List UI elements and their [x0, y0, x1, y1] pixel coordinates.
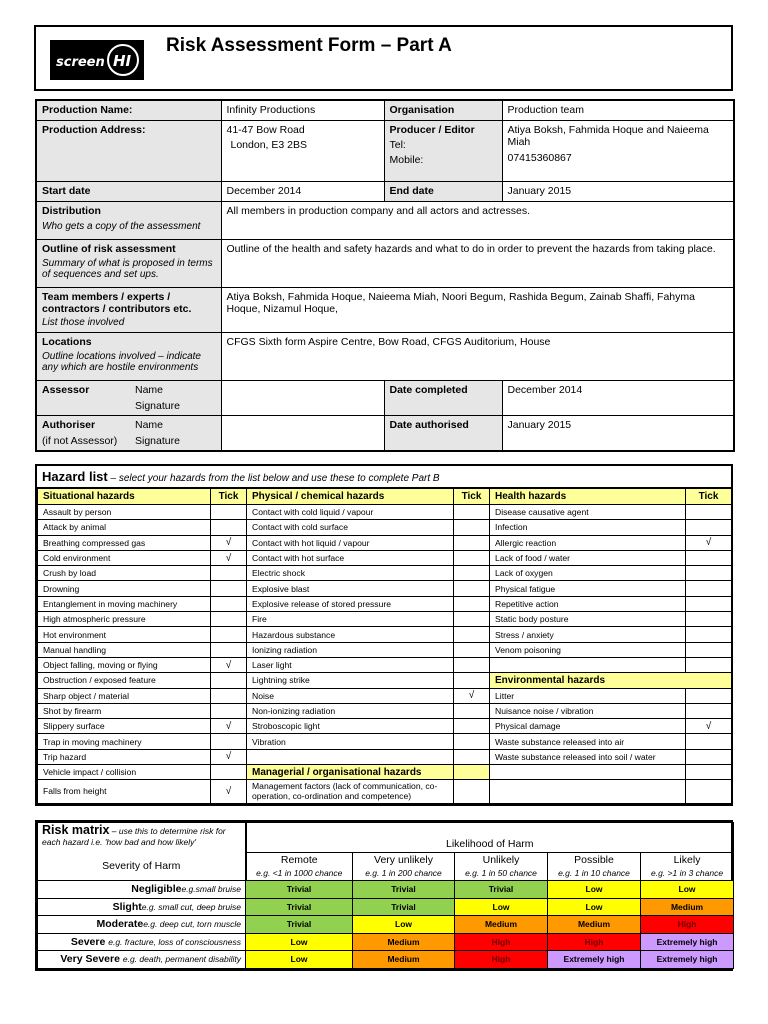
environmental-tick-cell[interactable] — [686, 780, 732, 804]
risk-level-cell: Trivial — [353, 898, 455, 916]
situational-hazard-item: Assault by person — [38, 505, 211, 520]
assessor-label: Assessor — [42, 383, 90, 396]
situational-tick-cell[interactable] — [211, 765, 247, 780]
situational-hazard-item: Shot by firearm — [38, 703, 211, 718]
hazard-list-section — [35, 464, 733, 806]
outline-value[interactable]: Outline of the health and safety hazards and what to do in order to prevent the hazards from taking place. — [221, 239, 734, 287]
producer-names: Atiya Boksh, Fahmida Hoque and Naieema Miah — [507, 123, 709, 148]
severity-name: Moderate — [96, 918, 144, 931]
physical-hazard-item — [247, 749, 454, 764]
physical-tick-cell[interactable] — [454, 550, 490, 565]
physical-hazard-item: Noise — [247, 688, 454, 703]
mobile-label: Mobile: — [389, 153, 424, 166]
hazard-row — [38, 749, 732, 764]
end-date-label: End date — [384, 181, 502, 201]
production-address-value[interactable] — [221, 120, 384, 181]
situational-hazard-item: Vehicle impact / collision — [38, 765, 211, 780]
situational-tick-cell[interactable]: √ — [211, 535, 247, 550]
hazard-list-instructions: – select your hazards from the list below and use these to complete Part B — [107, 473, 440, 484]
situational-tick-cell[interactable]: √ — [211, 657, 247, 672]
physical-tick-cell[interactable] — [454, 581, 490, 596]
environmental-tick-cell[interactable] — [686, 688, 732, 703]
distribution-value[interactable]: All members in production company and all actors and actresses. — [221, 201, 734, 239]
risk-matrix-section — [35, 820, 733, 971]
risk-level-cell: Medium — [641, 898, 734, 916]
physical-header: Physical / chemical hazards — [247, 489, 454, 505]
environmental-header: Environmental hazards — [490, 673, 732, 688]
authoriser-name-label: Name — [135, 418, 164, 431]
severity-row — [38, 951, 734, 969]
severity-label-cell — [38, 951, 246, 969]
situational-hazard-item: Crush by load — [38, 566, 211, 581]
physical-hazard-item: Contact with hot surface — [247, 550, 454, 565]
situational-tick-cell[interactable]: √ — [211, 550, 247, 565]
distribution-hint: Who gets a copy of the assessment — [42, 220, 201, 232]
situational-tick-header: Tick — [211, 489, 247, 505]
environmental-tick-cell[interactable] — [686, 749, 732, 764]
physical-hazard-item: Stroboscopic light — [247, 719, 454, 734]
date-authorised-label: Date authorised — [384, 415, 502, 451]
likelihood-unlikely — [455, 853, 548, 881]
outline-hint: Summary of what is proposed in terms of sequences and set ups. — [42, 257, 213, 280]
physical-tick-cell[interactable] — [454, 520, 490, 535]
start-date-label: Start date — [36, 181, 221, 201]
environmental-tick-cell[interactable] — [686, 734, 732, 749]
likelihood-name: Likely — [673, 853, 701, 866]
severity-row — [38, 933, 734, 951]
assessor-name-label: Name — [135, 383, 164, 396]
environmental-tick-cell[interactable] — [686, 703, 732, 718]
tel-label: Tel: — [389, 138, 406, 151]
physical-tick-cell[interactable] — [454, 535, 490, 550]
situational-hazard-item: Manual handling — [38, 642, 211, 657]
managerial-tick-header — [454, 765, 490, 780]
risk-level-cell: Low — [353, 916, 455, 934]
situational-hazard-item: Hot environment — [38, 627, 211, 642]
likelihood-example: e.g. 1 in 10 chance — [558, 867, 630, 878]
matrix-title-cell — [38, 823, 246, 881]
hazard-row — [38, 765, 732, 780]
risk-level-cell: Low — [548, 898, 641, 916]
physical-hazard-item: Contact with cold surface — [247, 520, 454, 535]
date-completed-value[interactable]: December 2014 — [502, 380, 734, 415]
health-hazard-item: Repetitive action — [490, 596, 686, 611]
hazard-table — [37, 488, 732, 804]
situational-hazard-item: Trap in moving machinery — [38, 734, 211, 749]
health-tick-cell[interactable] — [686, 550, 732, 565]
environmental-hazard-item: Physical damage — [490, 719, 686, 734]
risk-level-cell: Low — [455, 898, 548, 916]
physical-tick-cell[interactable] — [454, 719, 490, 734]
health-hazard-item: Static body posture — [490, 612, 686, 627]
severity-label-cell — [38, 916, 246, 934]
likelihood-very-unlikely — [353, 853, 455, 881]
environmental-tick-cell[interactable]: √ — [686, 719, 732, 734]
severity-header: Severity of Harm — [102, 860, 181, 872]
production-info-table — [35, 99, 735, 452]
physical-hazard-item: Explosive blast — [247, 581, 454, 596]
health-tick-cell[interactable] — [686, 596, 732, 611]
situational-tick-cell[interactable] — [211, 581, 247, 596]
page-title: Risk Assessment Form – Part A — [166, 35, 452, 56]
start-date-value[interactable]: December 2014 — [221, 181, 384, 201]
likelihood-example: e.g. 1 in 50 chance — [465, 867, 537, 878]
physical-tick-cell[interactable] — [454, 596, 490, 611]
risk-level-cell: High — [455, 951, 548, 969]
health-tick-cell[interactable]: √ — [686, 535, 732, 550]
assessor-value[interactable] — [221, 380, 384, 415]
team-hint: List those involved — [42, 316, 125, 328]
severity-name: Negligible — [131, 883, 182, 896]
outline-label: Outline of risk assessment — [42, 242, 176, 255]
producer-label-cell — [384, 120, 502, 181]
team-value[interactable]: Atiya Boksh, Fahmida Hoque, Naieema Miah, Noori Begum, Rashida Begum, Zainab Shaffi, Fahyma Hoque, Nizamul Hoque, — [221, 287, 734, 332]
managerial-tick-cell[interactable] — [454, 780, 490, 804]
environmental-hazard-item — [490, 780, 686, 804]
situational-tick-cell[interactable]: √ — [211, 749, 247, 764]
assessor-signature-label: Signature — [135, 399, 180, 412]
situational-tick-cell[interactable]: √ — [211, 780, 247, 804]
hazard-row — [38, 581, 732, 596]
authoriser-label-cell — [36, 415, 221, 451]
physical-tick-cell[interactable] — [454, 734, 490, 749]
situational-hazard-item: High atmospheric pressure — [38, 612, 211, 627]
situational-tick-cell[interactable] — [211, 673, 247, 688]
date-completed-label: Date completed — [384, 380, 502, 415]
risk-level-cell: High — [548, 933, 641, 951]
physical-tick-cell[interactable] — [454, 657, 490, 672]
authoriser-value[interactable] — [221, 415, 384, 451]
health-hazard-item — [490, 657, 686, 672]
distribution-label: Distribution — [42, 204, 101, 217]
physical-hazard-item: Electric shock — [247, 566, 454, 581]
health-hazard-item: Allergic reaction — [490, 535, 686, 550]
hazard-row — [38, 657, 732, 672]
locations-hint: Outline locations involved – indicate any which are hostile environments — [42, 350, 201, 373]
physical-tick-cell[interactable]: √ — [454, 688, 490, 703]
health-hazard-item: Physical fatigue — [490, 581, 686, 596]
risk-level-cell: Extremely high — [641, 951, 734, 969]
physical-tick-cell[interactable] — [454, 703, 490, 718]
risk-level-cell: Extremely high — [548, 951, 641, 969]
severity-example: e.g. fracture, loss of consciousness — [108, 936, 241, 947]
severity-example: e.g. death, permanent disability — [122, 954, 241, 965]
matrix-instructions: – use this to determine risk for each hazard i.e. 'how bad and how likely' — [42, 826, 226, 847]
risk-level-cell: Medium — [548, 916, 641, 934]
hazard-row — [38, 734, 732, 749]
likelihood-possible — [548, 853, 641, 881]
likelihood-header: Likelihood of Harm — [246, 823, 734, 853]
health-tick-cell[interactable] — [686, 566, 732, 581]
hazard-row — [38, 719, 732, 734]
likelihood-remote — [246, 853, 353, 881]
hazard-row — [38, 535, 732, 550]
address-line-2: London, E3 2BS — [230, 138, 307, 151]
health-hazard-item: Infection — [490, 520, 686, 535]
health-tick-cell[interactable] — [686, 581, 732, 596]
physical-hazard-item: Vibration — [247, 734, 454, 749]
physical-hazard-item: Lightning strike — [247, 673, 454, 688]
likelihood-name: Unlikely — [482, 853, 520, 866]
assessor-label-cell — [36, 380, 221, 415]
situational-tick-cell[interactable] — [211, 703, 247, 718]
situational-hazard-item: Falls from height — [38, 780, 211, 804]
physical-tick-cell[interactable] — [454, 673, 490, 688]
severity-label-cell — [38, 881, 246, 899]
physical-tick-cell[interactable] — [454, 612, 490, 627]
health-hazard-item: Lack of oxygen — [490, 566, 686, 581]
situational-hazard-item: Breathing compressed gas — [38, 535, 211, 550]
likelihood-likely — [641, 853, 734, 881]
health-hazard-item: Venom poisoning — [490, 642, 686, 657]
hazard-row — [38, 703, 732, 718]
situational-hazard-item: Obstruction / exposed feature — [38, 673, 211, 688]
situational-hazard-item: Attack by animal — [38, 520, 211, 535]
distribution-label-cell — [36, 201, 221, 239]
risk-level-cell: Medium — [353, 933, 455, 951]
physical-tick-cell[interactable] — [454, 627, 490, 642]
physical-hazard-item: Contact with cold liquid / vapour — [247, 505, 454, 520]
svg-text:screen: screen — [56, 55, 105, 70]
matrix-title-row — [38, 823, 734, 853]
production-address-label: Production Address: — [36, 120, 221, 181]
situational-hazard-item: Entanglement in moving machinery — [38, 596, 211, 611]
date-authorised-value[interactable]: January 2015 — [502, 415, 734, 451]
team-label-cell — [36, 287, 221, 332]
matrix-title-block — [42, 825, 241, 848]
environmental-hazard-item: Nuisance noise / vibration — [490, 703, 686, 718]
hazard-row — [38, 627, 732, 642]
health-hazard-item: Disease causative agent — [490, 505, 686, 520]
severity-example: e.g. small cut, deep bruise — [141, 901, 241, 912]
health-tick-cell[interactable] — [686, 612, 732, 627]
situational-tick-cell[interactable] — [211, 566, 247, 581]
severity-name: Very Severe — [60, 953, 123, 966]
production-name-label: Production Name: — [36, 100, 221, 120]
situational-header: Situational hazards — [38, 489, 211, 505]
risk-level-cell: Trivial — [246, 898, 353, 916]
situational-hazard-item: Cold environment — [38, 550, 211, 565]
hazard-header-row — [38, 489, 732, 505]
severity-example: e.g.small bruise — [181, 884, 241, 895]
severity-row — [38, 898, 734, 916]
organisation-value[interactable]: Production team — [502, 100, 734, 120]
severity-row — [38, 881, 734, 899]
situational-hazard-item: Sharp object / material — [38, 688, 211, 703]
health-hazard-item: Lack of food / water — [490, 550, 686, 565]
health-tick-cell[interactable] — [686, 627, 732, 642]
risk-level-cell: Low — [246, 951, 353, 969]
not-assessor-label: (if not Assessor) — [42, 434, 118, 447]
health-header: Health hazards — [490, 489, 686, 505]
physical-hazard-item: Ionizing radiation — [247, 642, 454, 657]
severity-name: Severe — [70, 935, 109, 948]
hazard-row — [38, 596, 732, 611]
environmental-hazard-item: Litter — [490, 688, 686, 703]
production-name-value[interactable]: Infinity Productions — [221, 100, 384, 120]
physical-tick-header: Tick — [454, 489, 490, 505]
likelihood-example: e.g. 1 in 200 chance — [365, 867, 442, 878]
environmental-hazard-item — [490, 765, 686, 780]
risk-matrix-table — [37, 822, 734, 969]
likelihood-name: Possible — [574, 853, 614, 866]
situational-tick-cell[interactable] — [211, 642, 247, 657]
risk-level-cell: Medium — [455, 916, 548, 934]
health-hazard-item: Stress / anxiety — [490, 627, 686, 642]
matrix-title: Risk matrix — [42, 823, 110, 837]
phone-number: 07415360867 — [507, 151, 572, 164]
team-label: Team members / experts / contractors / contributors etc. — [42, 290, 192, 315]
outline-label-cell — [36, 239, 221, 287]
situational-tick-cell[interactable] — [211, 734, 247, 749]
hazard-row — [38, 688, 732, 703]
physical-tick-cell[interactable] — [454, 566, 490, 581]
situational-tick-cell[interactable] — [211, 505, 247, 520]
hazard-row — [38, 673, 732, 688]
severity-row — [38, 916, 734, 934]
physical-hazard-item: Contact with hot liquid / vapour — [247, 535, 454, 550]
physical-hazard-item: Laser light — [247, 657, 454, 672]
health-tick-cell[interactable] — [686, 505, 732, 520]
screen-hi-logo — [50, 40, 144, 80]
likelihood-name: Remote — [280, 853, 318, 866]
severity-label-cell — [38, 898, 246, 916]
managerial-header: Managerial / organisational hazards — [247, 765, 454, 780]
situational-hazard-item: Slippery surface — [38, 719, 211, 734]
hazard-row — [38, 520, 732, 535]
situational-tick-cell[interactable] — [211, 520, 247, 535]
environmental-hazard-item: Waste substance released into air — [490, 734, 686, 749]
managerial-hazard-item: Management factors (lack of communication, co-operation, co-ordination and competence) — [247, 780, 454, 804]
risk-level-cell: Medium — [353, 951, 455, 969]
hazard-list-title-bar — [37, 466, 731, 488]
situational-tick-cell[interactable] — [211, 627, 247, 642]
environmental-hazard-item: Waste substance released into soil / water — [490, 749, 686, 764]
hazard-row — [38, 612, 732, 627]
likelihood-example: e.g. <1 in 1000 chance — [256, 867, 343, 878]
risk-level-cell: Trivial — [455, 881, 548, 899]
severity-name: Slight — [112, 900, 142, 913]
health-tick-cell[interactable] — [686, 657, 732, 672]
risk-level-cell: Trivial — [246, 881, 353, 899]
locations-label-cell — [36, 332, 221, 380]
situational-hazard-item: Drowning — [38, 581, 211, 596]
hazard-row — [38, 550, 732, 565]
likelihood-example: e.g. >1 in 3 chance — [650, 867, 724, 878]
risk-level-cell: Trivial — [353, 881, 455, 899]
locations-label: Locations — [42, 335, 92, 348]
situational-tick-cell[interactable]: √ — [211, 719, 247, 734]
producer-label: Producer / Editor — [389, 123, 475, 136]
authoriser-signature-label: Signature — [135, 434, 180, 447]
physical-tick-cell[interactable] — [454, 505, 490, 520]
risk-level-cell: Low — [246, 933, 353, 951]
health-tick-cell[interactable] — [686, 642, 732, 657]
situational-tick-cell[interactable] — [211, 688, 247, 703]
situational-tick-cell[interactable] — [211, 596, 247, 611]
situational-hazard-item: Trip hazard — [38, 749, 211, 764]
health-tick-header: Tick — [686, 489, 732, 505]
producer-value[interactable] — [502, 120, 734, 181]
physical-hazard-item: Fire — [247, 612, 454, 627]
hazard-list-title: Hazard list — [42, 469, 108, 484]
organisation-label: Organisation — [384, 100, 502, 120]
physical-hazard-item: Explosive release of stored pressure — [247, 596, 454, 611]
risk-level-cell: Low — [548, 881, 641, 899]
risk-level-cell: Extremely high — [641, 933, 734, 951]
risk-level-cell: Trivial — [246, 916, 353, 934]
locations-value[interactable]: CFGS Sixth form Aspire Centre, Bow Road, CFGS Auditorium, House — [221, 332, 734, 380]
physical-tick-cell[interactable] — [454, 642, 490, 657]
situational-tick-cell[interactable] — [211, 612, 247, 627]
svg-text:HI: HI — [113, 52, 132, 70]
physical-hazard-item: Non-ionizing radiation — [247, 703, 454, 718]
hazard-row — [38, 505, 732, 520]
environmental-tick-cell[interactable] — [686, 765, 732, 780]
physical-tick-cell[interactable] — [454, 749, 490, 764]
hazard-row — [38, 566, 732, 581]
severity-example: e.g. deep cut, torn muscle — [143, 919, 241, 930]
hazard-row — [38, 780, 732, 804]
health-tick-cell[interactable] — [686, 520, 732, 535]
end-date-value[interactable]: January 2015 — [502, 181, 734, 201]
address-line-1: 41-47 Bow Road — [226, 123, 305, 136]
risk-level-cell: Low — [641, 881, 734, 899]
form-header — [34, 25, 733, 91]
risk-level-cell: High — [641, 916, 734, 934]
hazard-row — [38, 642, 732, 657]
authoriser-label: Authoriser — [42, 418, 96, 431]
likelihood-name: Very unlikely — [374, 853, 433, 866]
severity-label-cell — [38, 933, 246, 951]
situational-hazard-item: Object falling, moving or flying — [38, 657, 211, 672]
physical-hazard-item: Hazardous substance — [247, 627, 454, 642]
risk-level-cell: High — [455, 933, 548, 951]
